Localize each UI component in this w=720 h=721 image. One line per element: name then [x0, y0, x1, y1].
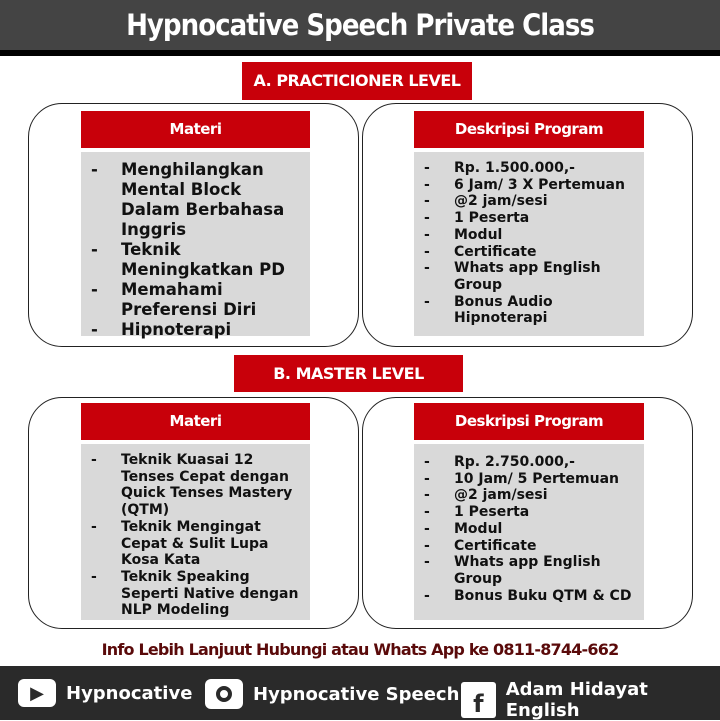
- item-text: Teknik Kuasai 12 Tenses Cepat dengan Quick Tenses Mastery (QTM): [121, 452, 293, 519]
- level-b-materi-list: [81, 444, 310, 620]
- contact-info: Info Lebih Lanjuut Hubungi atau Whats App ke 0811-8744-662: [101, 640, 619, 659]
- item-text: Rp. 2.750.000,-: [454, 454, 575, 470]
- level-a-label: A. PRACTICIONER LEVEL: [242, 62, 472, 100]
- level-b-deskripsi-header: Deskripsi Program: [414, 403, 644, 440]
- bullet: -: [424, 520, 430, 537]
- bullet: -: [91, 240, 98, 259]
- list-item: [424, 521, 638, 538]
- bullet: -: [424, 587, 430, 604]
- item-text: Modul: [454, 226, 503, 243]
- bullet: -: [424, 210, 430, 227]
- bullet: -: [424, 454, 430, 470]
- list-item: [424, 244, 638, 261]
- level-b-materi-header: Materi: [81, 403, 310, 440]
- list-item: [424, 227, 638, 244]
- bullet: -: [91, 568, 97, 585]
- bullet: -: [91, 280, 98, 299]
- list-item: [424, 454, 638, 471]
- level-a-materi-header: Materi: [81, 111, 310, 148]
- item-text: Rp. 1.500.000,-: [454, 160, 575, 176]
- bullet: -: [424, 470, 430, 487]
- instagram-label: Hypnocative Speech: [253, 683, 460, 705]
- list-item: [91, 519, 304, 569]
- item-text: Whats app English Group: [454, 554, 601, 587]
- list-item: [424, 471, 638, 488]
- bullet: -: [424, 243, 430, 260]
- bullet: -: [424, 193, 430, 210]
- list-item: [424, 487, 638, 504]
- list-item: [91, 160, 304, 240]
- bullet: -: [424, 504, 430, 521]
- facebook-icon: f: [461, 682, 496, 718]
- item-text: Teknik Speaking Seperti Native dengan NLP Modeling: [121, 568, 299, 619]
- item-text: Certificate: [454, 243, 537, 260]
- list-item: [91, 240, 304, 280]
- bullet: -: [91, 160, 98, 179]
- item-text: Hipnoterapi: [121, 320, 232, 339]
- list-item: [424, 538, 638, 555]
- level-b-deskripsi-list: [414, 444, 644, 620]
- list-item: [91, 280, 304, 320]
- list-item: [424, 177, 638, 194]
- item-text: @2 jam/sesi: [454, 487, 548, 504]
- instagram-link[interactable]: [205, 679, 459, 709]
- bullet: -: [424, 226, 430, 243]
- item-text: @2 jam/sesi: [454, 193, 548, 210]
- list-item: [424, 210, 638, 227]
- list-item: [91, 320, 304, 340]
- level-a-deskripsi-list: [414, 152, 644, 336]
- divider: [0, 50, 720, 56]
- facebook-label: Adam Hidayat English: [505, 679, 648, 721]
- bullet: -: [424, 260, 430, 277]
- bullet: -: [91, 452, 97, 468]
- bullet: -: [424, 537, 430, 554]
- list-item: [424, 160, 638, 177]
- youtube-icon: ▶: [18, 679, 56, 707]
- item-text: Teknik Mengingat Cepat & Sulit Lupa Kosa Kata: [121, 518, 269, 569]
- list-item: [424, 554, 638, 587]
- list-item: [424, 294, 638, 327]
- youtube-label: Hypnocative: [66, 682, 193, 704]
- facebook-link[interactable]: [461, 679, 720, 721]
- item-text: 1 Peserta: [454, 504, 530, 521]
- item-text: Modul: [454, 520, 503, 537]
- level-a-deskripsi-header: Deskripsi Program: [414, 111, 644, 148]
- bullet: -: [424, 176, 430, 193]
- bullet: -: [424, 487, 430, 504]
- bullet: -: [424, 293, 430, 310]
- bullet: -: [424, 554, 430, 571]
- item-text: Bonus Buku QTM & CD: [454, 587, 632, 604]
- item-text: Whats app English Group: [454, 260, 601, 293]
- bullet: -: [424, 160, 430, 176]
- item-text: Memahami Preferensi Diri: [121, 280, 257, 319]
- list-item: [424, 504, 638, 521]
- item-text: 6 Jam/ 3 X Pertemuan: [454, 176, 625, 193]
- youtube-link[interactable]: [18, 679, 192, 707]
- item-text: 1 Peserta: [454, 210, 530, 227]
- bullet: -: [91, 518, 97, 535]
- list-item: [424, 588, 638, 605]
- list-item: [424, 193, 638, 210]
- item-text: Menghilangkan Mental Block Dalam Berbahasa Inggris: [121, 160, 285, 239]
- list-item: [91, 452, 304, 519]
- level-a-materi-list: [81, 152, 310, 339]
- bullet: -: [91, 320, 98, 339]
- level-b-label: B. MASTER LEVEL: [234, 355, 463, 392]
- instagram-icon: [205, 679, 243, 709]
- item-text: Certificate: [454, 537, 537, 554]
- item-text: Bonus Audio Hipnoterapi: [454, 293, 553, 327]
- footer: [0, 666, 720, 720]
- list-item: [91, 569, 304, 619]
- item-text: 10 Jam/ 5 Pertemuan: [454, 470, 620, 487]
- item-text: Teknik Meningkatkan PD: [121, 240, 285, 279]
- list-item: [424, 260, 638, 293]
- page-title: Hypnocative Speech Private Class: [0, 0, 720, 50]
